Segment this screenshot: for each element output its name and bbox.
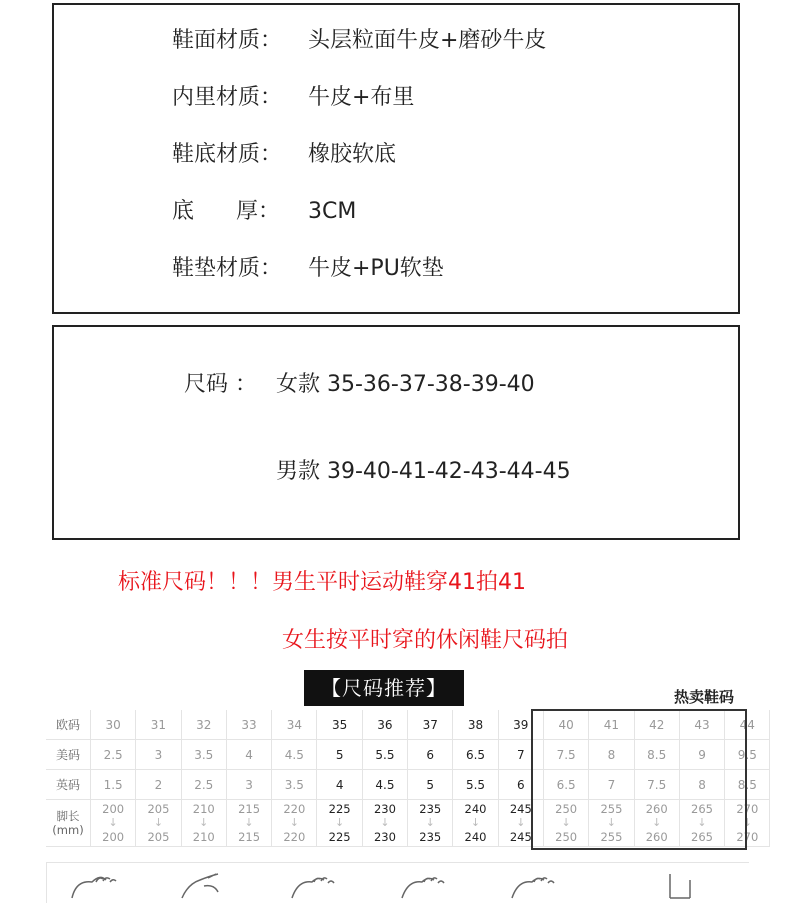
foot-length-max: 210 — [192, 830, 215, 844]
foot-length-max: 235 — [419, 830, 442, 844]
size-cell — [453, 800, 498, 847]
down-arrow-icon: ↓ — [652, 816, 662, 829]
size-note-men: 标准尺码！！！男生平时运动鞋穿41拍41 — [118, 570, 526, 595]
spec-label: 底 厚： — [172, 199, 280, 224]
size-cell: 3.5 — [272, 770, 317, 800]
foot-length-max: 240 — [464, 830, 487, 844]
foot-length-max: 270 — [736, 830, 759, 844]
size-cell: 3.5 — [181, 740, 226, 770]
foot-icon — [400, 872, 450, 900]
spec-value: 牛皮+PU软垫 — [308, 256, 444, 281]
size-note-women: 女生按平时穿的休闲鞋尺码拍 — [282, 628, 569, 653]
size-cell: 7 — [589, 770, 634, 800]
size-cell — [543, 800, 588, 847]
down-arrow-icon: ↓ — [606, 816, 617, 829]
foot-icon — [290, 872, 340, 900]
foot-length-min: 205 — [147, 802, 170, 816]
foot-length-min: 200 — [102, 802, 125, 816]
foot-length-min: 270 — [736, 802, 759, 816]
down-arrow-icon: ↓ — [516, 816, 526, 829]
size-cell: 5 — [408, 770, 453, 800]
down-arrow-icon: ↓ — [470, 816, 481, 829]
size-cell: 6 — [498, 770, 543, 800]
eu-row — [46, 710, 770, 740]
foot-length-max: 220 — [283, 830, 306, 844]
size-cell: 7.5 — [634, 770, 679, 800]
size-cell — [317, 800, 362, 847]
size-cell: 1.5 — [91, 770, 136, 800]
down-arrow-icon: ↓ — [380, 816, 390, 829]
row-header: 英码 — [46, 770, 91, 800]
size-cell — [272, 800, 317, 847]
size-cell — [725, 800, 770, 847]
size-cell: 5 — [317, 740, 362, 770]
size-cell: 38 — [453, 710, 498, 740]
size-cell: 3 — [226, 770, 271, 800]
foot-length-min: 265 — [691, 802, 713, 816]
size-cell — [181, 800, 226, 847]
uk-row — [46, 770, 770, 800]
size-cell: 4 — [226, 740, 271, 770]
size-cell: 2.5 — [91, 740, 136, 770]
down-arrow-icon: ↓ — [153, 816, 164, 829]
foot-length-max: 255 — [600, 830, 623, 844]
down-arrow-icon: ↓ — [561, 816, 571, 829]
sizes-box — [52, 325, 740, 540]
foot-length-min: 245 — [509, 802, 532, 816]
spec-label: 鞋底材质： — [172, 142, 283, 167]
size-cell: 42 — [634, 710, 679, 740]
spec-row-thickness — [172, 197, 356, 227]
foot-length-min: 260 — [645, 802, 668, 816]
foot-length-min: 215 — [238, 802, 261, 816]
women-sizes: 女款 35-36-37-38-39-40 — [276, 372, 535, 397]
row-header: 脚长 (mm) — [46, 800, 91, 847]
foot-length-max: 260 — [645, 830, 668, 844]
size-cell — [136, 800, 181, 847]
down-arrow-icon: ↓ — [199, 816, 209, 829]
size-cell: 36 — [362, 710, 407, 740]
down-arrow-icon: ↓ — [289, 816, 299, 829]
foot-length-max: 225 — [328, 830, 351, 844]
foot-length-max: 215 — [238, 830, 261, 844]
down-arrow-icon: ↓ — [244, 816, 254, 829]
foot-length-min: 235 — [419, 802, 442, 816]
spec-row-lining — [172, 83, 414, 113]
foot-length-min: 220 — [283, 802, 306, 816]
foot-length-min: 240 — [464, 802, 487, 816]
spec-label: 内里材质： — [172, 85, 283, 110]
size-cell: 34 — [272, 710, 317, 740]
size-cell: 4.5 — [272, 740, 317, 770]
size-cell: 40 — [543, 710, 588, 740]
size-cell — [226, 800, 271, 847]
us-row — [46, 740, 770, 770]
foot-length-max: 250 — [555, 830, 578, 844]
size-cell: 5.5 — [453, 770, 498, 800]
foot-length-min: 210 — [192, 802, 215, 816]
foot-length-max: 205 — [147, 830, 170, 844]
foot-illustration-strip — [46, 862, 749, 903]
size-cell: 8.5 — [725, 770, 770, 800]
size-cell: 2.5 — [181, 770, 226, 800]
size-cell: 39 — [498, 710, 543, 740]
foot-length-row — [46, 800, 770, 847]
foot-length-max: 245 — [509, 830, 532, 844]
size-cell — [634, 800, 679, 847]
spec-label: 鞋面材质： — [172, 28, 283, 53]
down-arrow-icon: ↓ — [697, 816, 707, 829]
size-label: 尺码 ： — [184, 372, 257, 397]
spec-label: 鞋垫材质： — [172, 256, 283, 281]
size-cell — [498, 800, 543, 847]
men-sizes: 男款 39-40-41-42-43-44-45 — [276, 459, 571, 484]
size-cell — [408, 800, 453, 847]
spec-row-sole — [172, 140, 396, 170]
foot-length-min: 255 — [600, 802, 623, 816]
size-cell: 7.5 — [543, 740, 588, 770]
spec-value: 牛皮+布里 — [308, 85, 415, 110]
size-cell: 37 — [408, 710, 453, 740]
foot-length-max: 265 — [691, 830, 713, 844]
down-arrow-icon: ↓ — [425, 816, 435, 829]
spec-row-insole — [172, 254, 444, 284]
size-cell — [91, 800, 136, 847]
foot-length-max: 230 — [373, 830, 396, 844]
size-cell: 9.5 — [725, 740, 770, 770]
row-header: 美码 — [46, 740, 91, 770]
size-cell: 8.5 — [634, 740, 679, 770]
size-cell: 35 — [317, 710, 362, 740]
size-cell: 6.5 — [543, 770, 588, 800]
size-cell: 2 — [136, 770, 181, 800]
down-arrow-icon: ↓ — [742, 816, 752, 829]
spec-value: 头层粒面牛皮+磨砂牛皮 — [308, 28, 547, 53]
size-cell: 33 — [226, 710, 271, 740]
size-cell: 43 — [679, 710, 724, 740]
down-arrow-icon: ↓ — [108, 816, 118, 829]
down-arrow-icon: ↓ — [335, 816, 345, 829]
size-cell: 9 — [679, 740, 724, 770]
row-header: 欧码 — [46, 710, 91, 740]
foot-length-min: 250 — [555, 802, 578, 816]
size-cell: 7 — [498, 740, 543, 770]
size-cell: 4.5 — [362, 770, 407, 800]
hot-sizes-label: 热卖鞋码 — [674, 688, 735, 706]
foot-icon — [70, 872, 120, 900]
size-cell — [679, 800, 724, 847]
foot-length-min: 225 — [328, 802, 351, 816]
size-cell: 6.5 — [453, 740, 498, 770]
size-cell: 3 — [136, 740, 181, 770]
size-cell: 31 — [136, 710, 181, 740]
size-cell: 41 — [589, 710, 634, 740]
size-cell: 8 — [589, 740, 634, 770]
foot-length-min: 230 — [373, 802, 396, 816]
size-chart-title: 【尺码推荐】 — [304, 670, 464, 706]
size-cell: 30 — [91, 710, 136, 740]
size-table — [46, 710, 770, 847]
spec-value: 橡胶软底 — [308, 142, 397, 167]
foot-icon — [180, 872, 230, 900]
spec-value: 3CM — [308, 199, 357, 224]
size-cell: 4 — [317, 770, 362, 800]
size-cell: 32 — [181, 710, 226, 740]
size-cell: 5.5 — [362, 740, 407, 770]
spec-row-upper — [172, 26, 546, 56]
size-cell: 44 — [725, 710, 770, 740]
size-cell: 6 — [408, 740, 453, 770]
foot-icon — [510, 872, 560, 900]
size-cell: 8 — [679, 770, 724, 800]
size-cell — [362, 800, 407, 847]
foot-length-max: 200 — [102, 830, 125, 844]
foot-icon — [660, 872, 710, 900]
size-cell — [589, 800, 634, 847]
